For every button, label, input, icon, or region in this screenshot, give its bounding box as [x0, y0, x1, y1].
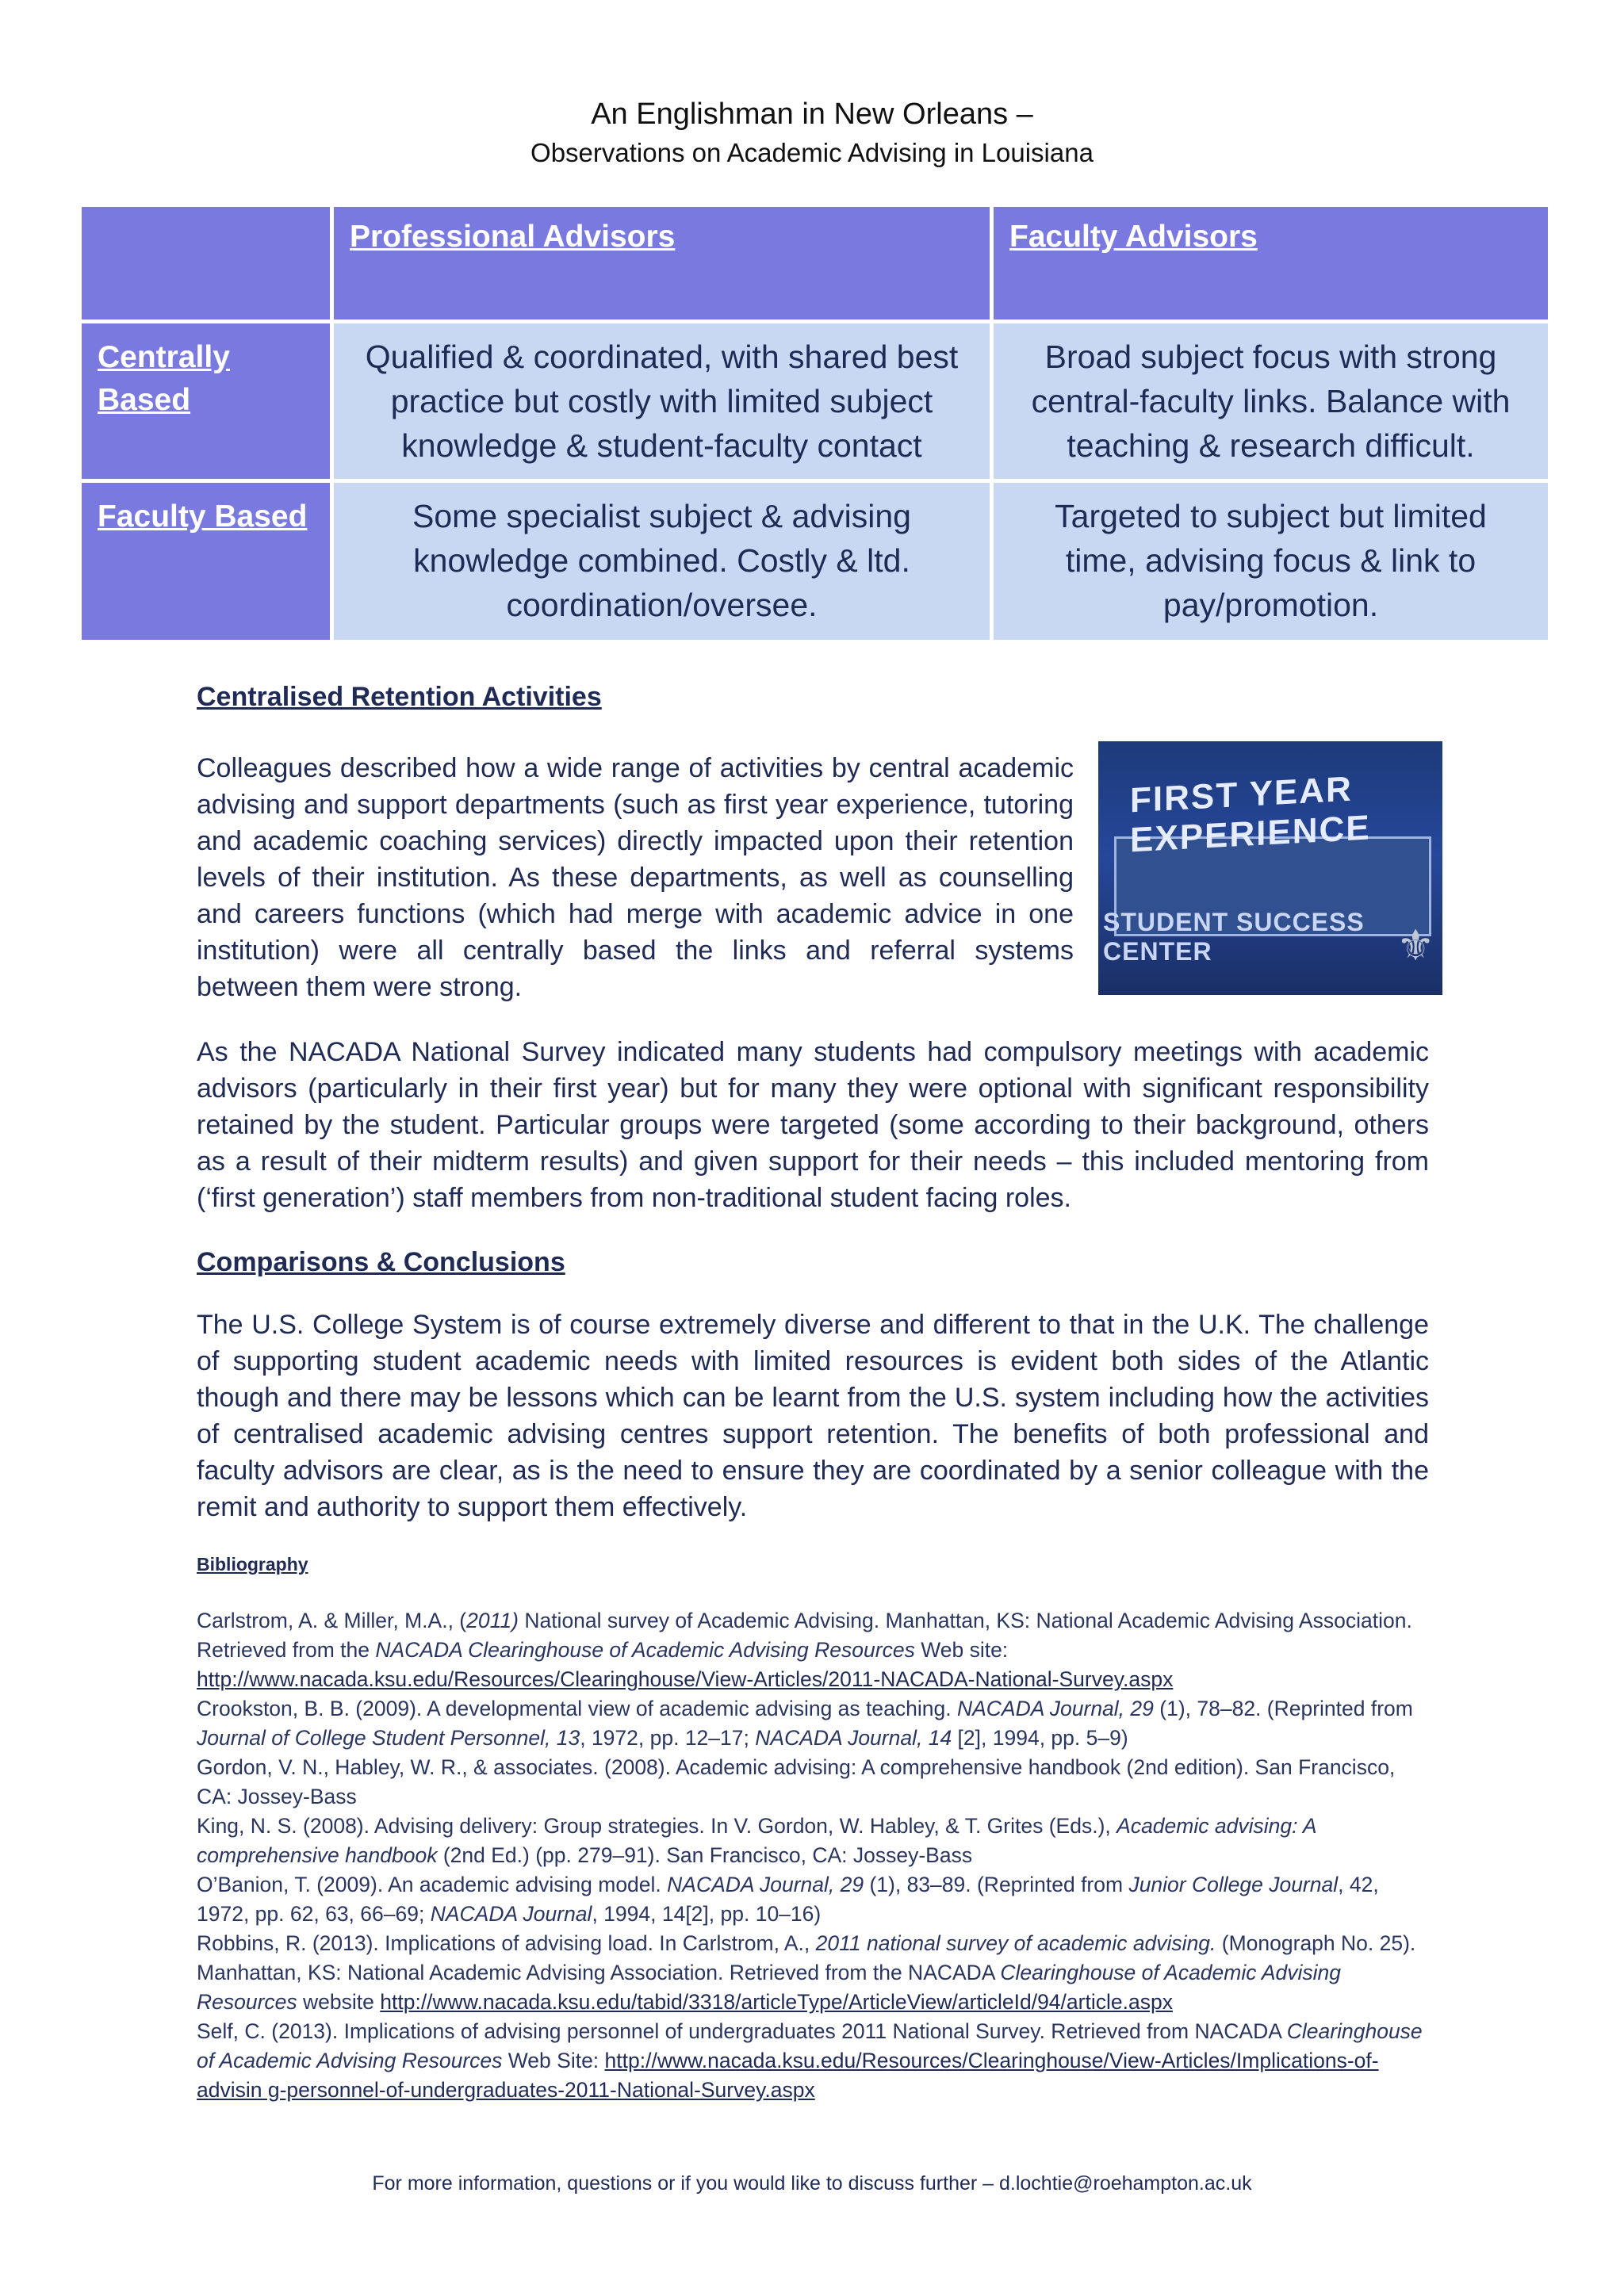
- col-header-professional: Professional Advisors: [332, 205, 992, 322]
- bibliography-link[interactable]: http://www.nacada.ksu.edu/Resources/Clearinghouse/View-Articles/2011-NACADA-National-Survey.aspx: [197, 1667, 1174, 1691]
- table-row: [80, 481, 1550, 642]
- table-corner-cell: [80, 205, 332, 322]
- bibliography-entry: [197, 2017, 1434, 2105]
- student-success-center-photo: [1098, 741, 1442, 995]
- retention-paragraph-2: As the NACADA National Survey indicated many students had compulsory meetings with academic advisors (particularly in their first year) but for many they were optional with significant responsibility retained by the student. Particular groups were targeted (some according to their background, others as a result of their midterm results) and given support for their needs – this included mentoring from (‘first generation’) staff members from non-traditional student facing roles.: [197, 1037, 1429, 1213]
- bibliography-entry: [197, 1812, 1434, 1870]
- row-header-faculty-based: Faculty Based: [80, 481, 332, 642]
- fleur-de-lis-icon: ⚜: [1396, 922, 1435, 970]
- bibliography-text: King, N. S. (2008). Advising delivery: Group strategies. In V. Gordon, W. Habley, & T. Grites (Eds.),: [197, 1814, 1117, 1838]
- bibliography-link[interactable]: http://www.nacada.ksu.edu/Resources/Clearinghouse/View-Articles/Implications-of-advisin g-personnel-of-undergraduates-2011-National-Survey.aspx: [197, 2049, 1379, 2102]
- row-header-centrally-based: Centrally Based: [80, 322, 332, 481]
- bibliography-title: 2011): [466, 1609, 519, 1632]
- bibliography-entry: [197, 1870, 1434, 1929]
- table-cell: Broad subject focus with strong central-faculty links. Balance with teaching & research difficult.: [992, 322, 1550, 481]
- bibliography-title: NACADA Clearinghouse of Academic Advising Resources: [375, 1638, 915, 1662]
- photo-sign-top: FIRST YEAR EXPERIENCE: [1130, 769, 1371, 860]
- bibliography-title: 2011 national survey of academic advising.: [815, 1931, 1216, 1955]
- footer-contact: For more information, questions or if you would like to discuss further – d.lochtie@roehampton.ac.uk: [372, 2172, 1252, 2195]
- title-line-2: Observations on Academic Advising in Louisiana: [530, 138, 1094, 167]
- bibliography-title: Clearinghouse of Academic Advising Resources: [197, 1961, 1342, 2014]
- bibliography-text: , 1972, pp. 12–17;: [580, 1726, 756, 1750]
- photo-sign-bottom: STUDENT SUCCESS CENTER: [1103, 908, 1365, 966]
- bibliography-entry: [197, 1753, 1434, 1812]
- bibliography-entry: [197, 1694, 1434, 1753]
- bibliography-text: O’Banion, T. (2009). An academic advising model.: [197, 1873, 668, 1896]
- table-cell: Some specialist subject & advising knowledge combined. Costly & ltd. coordination/oversee.: [332, 481, 992, 642]
- bibliography-text: (2nd Ed.) (pp. 279–91). San Francisco, CA: Jossey-Bass: [437, 1843, 973, 1867]
- bibliography-title: Journal of College Student Personnel, 13: [197, 1726, 580, 1750]
- bibliography-text: National survey of Academic Advising. Manhattan, KS: National Academic Advising Association. Retrieved from the: [197, 1609, 1412, 1662]
- col-header-faculty: Faculty Advisors: [992, 205, 1550, 322]
- bibliography-link[interactable]: http://www.nacada.ksu.edu/tabid/3318/articleType/ArticleView/articleId/94/article.aspx: [380, 1990, 1173, 2014]
- bibliography-text: (1), 83–89. (Reprinted from: [864, 1873, 1129, 1896]
- table-header-row: [80, 205, 1550, 322]
- bibliography-text: Web site:: [914, 1638, 1009, 1662]
- bibliography-text: [2], 1994, pp. 5–9): [952, 1726, 1128, 1750]
- section-heading-conclusions: Comparisons & Conclusions: [197, 1247, 565, 1277]
- bibliography-heading: Bibliography: [197, 1554, 308, 1575]
- bibliography-title: NACADA Journal, 14: [755, 1726, 952, 1750]
- retention-paragraph-1: Colleagues described how a wide range of activities by central academic advising and support departments (such as first year experience, tutoring and academic coaching services) directly impacted upon their retention levels of their institution. As these departments, as well as counselling and careers functions (which had merge with academic advice in one institution) were all centrally based the links and referral systems between them were strong.: [197, 753, 1074, 1002]
- conclusions-paragraph: The U.S. College System is of course extremely diverse and different to that in the U.K. The challenge of supporting student academic needs with limited resources is evident both sides of the Atlantic though and there may be lessons which can be learnt from the U.S. system including how the activities of centralised academic advising centres support retention. The benefits of both professional and faculty advisors are clear, as is the need to ensure they are coordinated by a senior colleague with the remit and authority to support them effectively.: [197, 1310, 1429, 1522]
- bibliography-entry: [197, 1606, 1434, 1694]
- bibliography-entry: [197, 1929, 1434, 2017]
- bibliography-title: NACADA Journal: [430, 1902, 592, 1926]
- bibliography-text: (Monograph No. 25). Manhattan, KS: National Academic Advising Association. Retrieved from the NACADA: [197, 1931, 1416, 1984]
- bibliography-title: Junior College Journal: [1128, 1873, 1339, 1896]
- table-cell: Qualified & coordinated, with shared best practice but costly with limited subject knowledge & student-faculty contact: [332, 322, 992, 481]
- table-cell: Targeted to subject but limited time, advising focus & link to pay/promotion.: [992, 481, 1550, 642]
- advisor-comparison-table: [78, 203, 1552, 644]
- bibliography-text: , 1994, 14[2], pp. 10–16): [592, 1902, 822, 1926]
- bibliography-title: Clearinghouse of Academic Advising Resources: [197, 2019, 1423, 2072]
- document-title: [0, 94, 1624, 171]
- bibliography-title: NACADA Journal, 29: [956, 1697, 1154, 1720]
- bibliography-text: , 42, 1972, pp. 62, 63, 66–69;: [197, 1873, 1379, 1926]
- table-row: [80, 322, 1550, 481]
- title-line-1: An Englishman in New Orleans –: [591, 98, 1033, 131]
- bibliography-title: Academic advising: A comprehensive handbook: [197, 1814, 1316, 1867]
- section-heading-retention: Centralised Retention Activities: [197, 682, 602, 712]
- bibliography-text: Carlstrom, A. & Miller, M.A., (: [197, 1609, 467, 1632]
- bibliography-text: website: [297, 1990, 381, 2014]
- bibliography-text: Crookston, B. B. (2009). A developmental view of academic advising as teaching.: [197, 1697, 957, 1720]
- bibliography-text: Gordon, V. N., Habley, W. R., & associates. (2008). Academic advising: A comprehensive handbook (2nd edition). San Francisco, CA: Jossey-Bass: [197, 1755, 1396, 1808]
- bibliography-text: Web Site:: [502, 2049, 605, 2072]
- bibliography-text: Robbins, R. (2013). Implications of advising load. In Carlstrom, A.,: [197, 1931, 816, 1955]
- bibliography-text: (1), 78–82. (Reprinted from: [1153, 1697, 1413, 1720]
- bibliography-list: [197, 1606, 1434, 2105]
- bibliography-text: Self, C. (2013). Implications of advising personnel of undergraduates 2011 National Survey. Retrieved from NACADA: [197, 2019, 1287, 2043]
- bibliography-title: NACADA Journal, 29: [667, 1873, 864, 1896]
